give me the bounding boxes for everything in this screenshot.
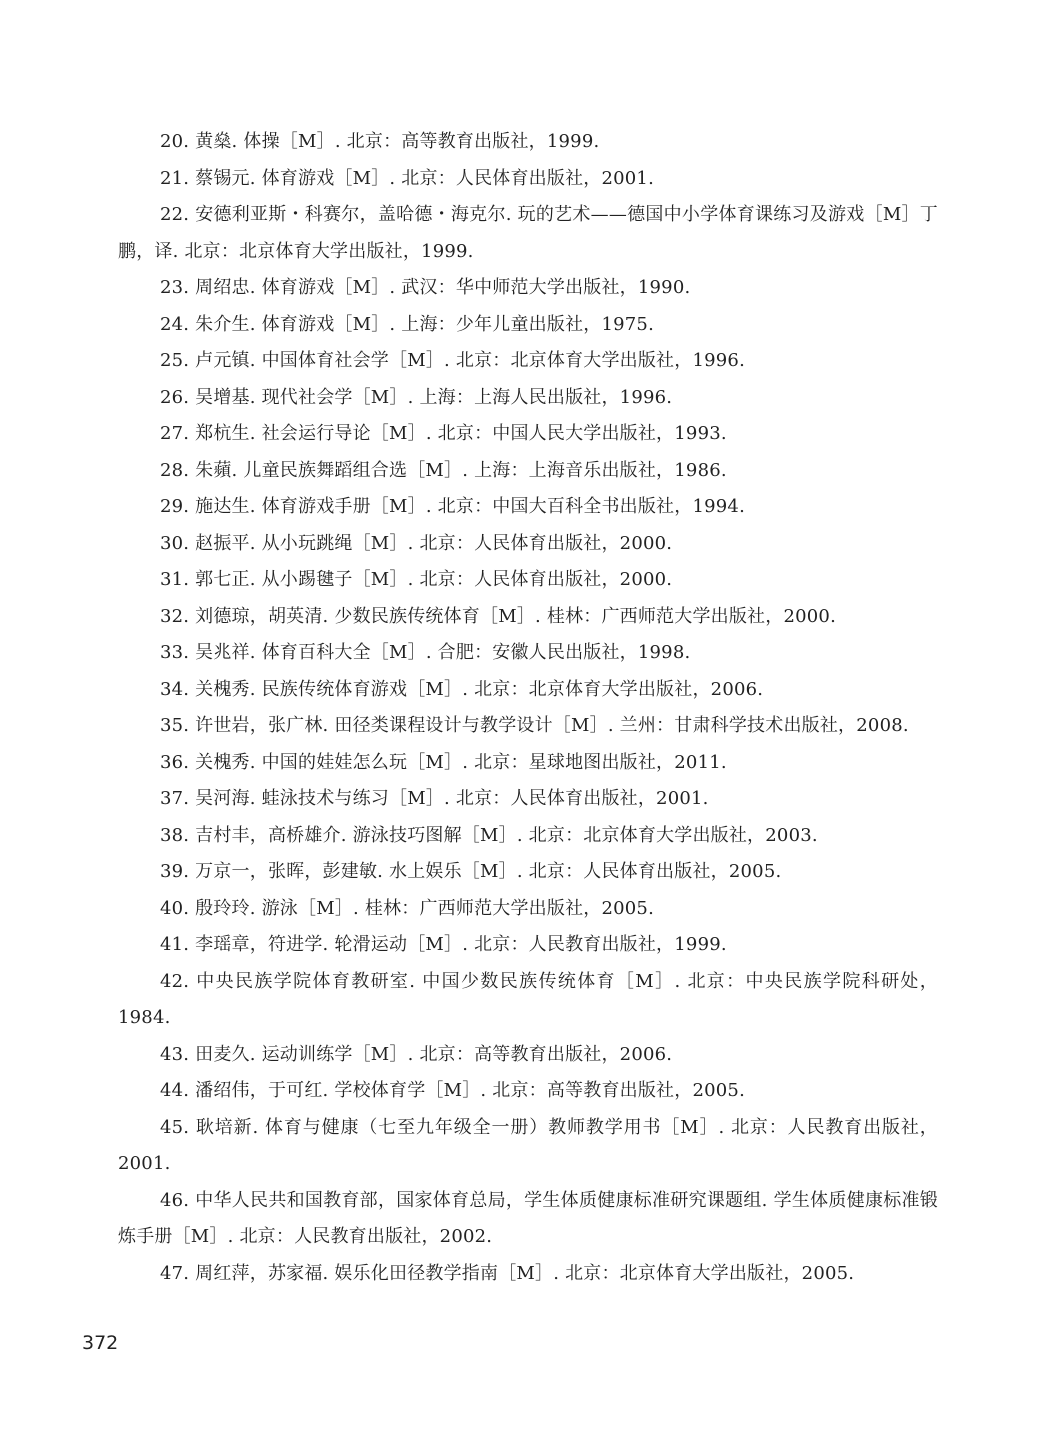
- reference-item: 35. 许世岩，张广林. 田径类课程设计与教学设计［M］. 兰州：甘肃科学技术出版社，2008.: [160, 715, 909, 736]
- reference-list: [118, 124, 938, 1292]
- reference-item: 34. 关槐秀. 民族传统体育游戏［M］. 北京：北京体育大学出版社，2006.: [160, 678, 764, 700]
- reference-item: 20. 黄燊. 体操［M］. 北京：高等教育出版社，1999.: [160, 131, 600, 152]
- reference-item: 26. 吴增基. 现代社会学［M］. 上海：上海人民出版社，1996.: [160, 386, 673, 408]
- reference-item: 43. 田麦久. 运动训练学［M］. 北京：高等教育出版社，2006.: [160, 1043, 673, 1065]
- reference-item: 38. 吉村丰，高桥雄介. 游泳技巧图解［M］. 北京：北京体育大学出版社，2003.: [160, 824, 818, 846]
- reference-item: 32. 刘德琼，胡英清. 少数民族传统体育［M］. 桂林：广西师范大学出版社，2000.: [160, 605, 836, 627]
- reference-item: 45. 耿培新. 体育与健康（七至九年级全一册）教师教学用书［M］. 北京：人民教育出版社，2001.: [118, 1116, 938, 1174]
- reference-item: 36. 关槐秀. 中国的娃娃怎么玩［M］. 北京：星球地图出版社，2011.: [160, 751, 727, 773]
- reference-item: 21. 蔡锡元. 体育游戏［M］. 北京：人民体育出版社，2001.: [160, 167, 654, 189]
- reference-item: 24. 朱介生. 体育游戏［M］. 上海：少年儿童出版社，1975.: [160, 313, 654, 335]
- reference-item: 31. 郭七正. 从小踢毽子［M］. 北京：人民体育出版社，2000.: [160, 569, 673, 590]
- reference-item: 42. 中央民族学院体育教研室. 中国少数民族传统体育［M］. 北京：中央民族学院科研处，1984.: [118, 970, 938, 1028]
- reference-item: 44. 潘绍伟，于可红. 学校体育学［M］. 北京：高等教育出版社，2005.: [160, 1080, 745, 1101]
- reference-item: 22. 安德利亚斯・科赛尔，盖哈德・海克尔. 玩的艺术——德国中小学体育课练习及游戏［M］丁鹏，译. 北京：北京体育大学出版社，1999.: [118, 204, 938, 262]
- reference-item: 27. 郑杭生. 社会运行导论［M］. 北京：中国人民大学出版社，1993.: [160, 423, 727, 444]
- page-number: 372: [82, 1332, 119, 1354]
- reference-item: 30. 赵振平. 从小玩跳绳［M］. 北京：人民体育出版社，2000.: [160, 532, 673, 554]
- reference-item: 37. 吴河海. 蛙泳技术与练习［M］. 北京：人民体育出版社，2001.: [160, 788, 709, 809]
- reference-item: 28. 朱蘋. 儿童民族舞蹈组合选［M］. 上海：上海音乐出版社，1986.: [160, 459, 727, 481]
- reference-item: 41. 李瑶章，符进学. 轮滑运动［M］. 北京：人民教育出版社，1999.: [160, 934, 727, 955]
- reference-item: 46. 中华人民共和国教育部，国家体育总局，学生体质健康标准研究课题组. 学生体质健康标准锻炼手册［M］. 北京：人民教育出版社，2002.: [118, 1189, 938, 1247]
- reference-item: 40. 殷玲玲. 游泳［M］. 桂林：广西师范大学出版社，2005.: [160, 897, 654, 919]
- reference-item: 33. 吴兆祥. 体育百科大全［M］. 合肥：安徽人民出版社，1998.: [160, 642, 691, 663]
- reference-item: 47. 周红萍，苏家福. 娱乐化田径教学指南［M］. 北京：北京体育大学出版社，2005.: [160, 1262, 855, 1284]
- reference-item: 23. 周绍忠. 体育游戏［M］. 武汉：华中师范大学出版社，1990.: [160, 277, 691, 298]
- reference-item: 25. 卢元镇. 中国体育社会学［M］. 北京：北京体育大学出版社，1996.: [160, 350, 745, 371]
- reference-item: 39. 万京一，张晖，彭建敏. 水上娱乐［M］. 北京：人民体育出版社，2005.: [160, 861, 782, 882]
- reference-item: 29. 施达生. 体育游戏手册［M］. 北京：中国大百科全书出版社，1994.: [160, 496, 745, 517]
